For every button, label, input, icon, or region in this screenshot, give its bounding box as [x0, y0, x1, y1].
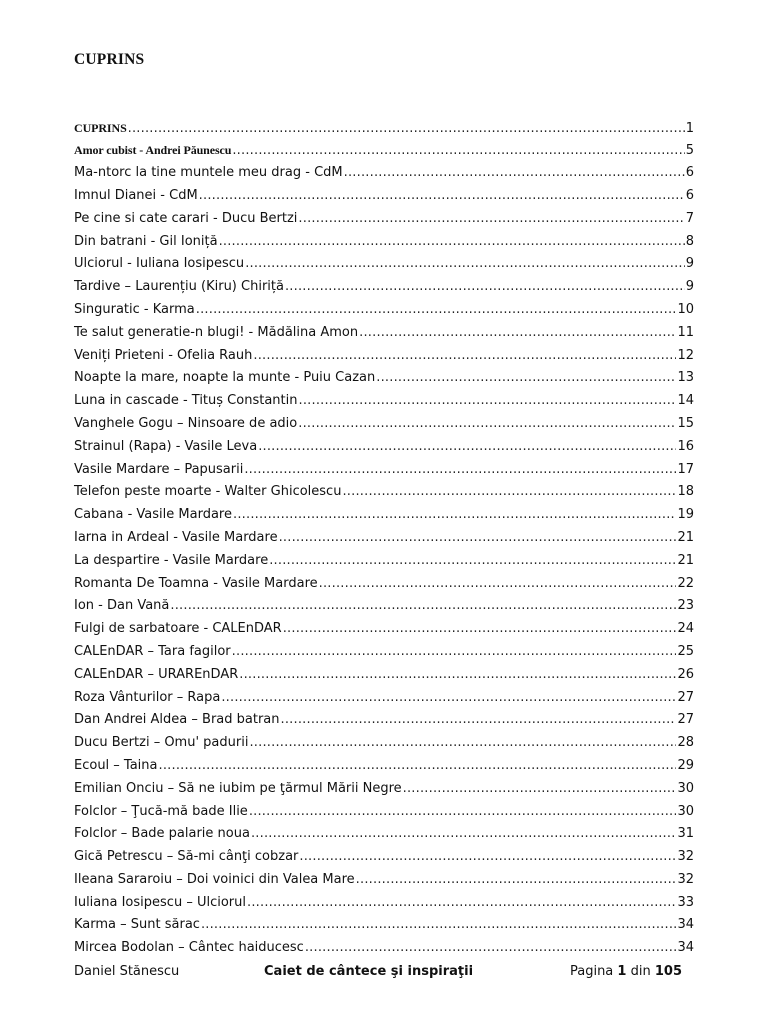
dot-leader — [220, 687, 676, 710]
toc-entry-page: 30 — [677, 780, 694, 796]
toc-entry-title: Noapte la mare, noapte la munte - Puiu Cazan — [74, 370, 376, 386]
toc-entry-title: Mircea Bodolan – Cântec haiducesc — [74, 940, 304, 956]
toc-entry-page: 33 — [677, 894, 694, 910]
dot-leader — [358, 322, 676, 345]
toc-entry-page: 12 — [677, 347, 694, 363]
page-footer — [74, 962, 682, 982]
toc-entry — [74, 892, 694, 915]
dot-leader — [231, 140, 684, 163]
dot-leader — [304, 937, 677, 960]
dot-leader — [402, 778, 677, 801]
of-label: din — [630, 964, 651, 979]
dot-leader — [158, 755, 677, 778]
toc-entry-title: La despartire - Vasile Mardare — [74, 552, 269, 568]
toc-entry-page: 16 — [677, 438, 694, 454]
dot-leader — [282, 618, 677, 641]
toc-entry-page: 5 — [685, 143, 694, 159]
toc-entry-title: Luna in cascade - Tituș Constantin — [74, 393, 298, 409]
current-page: 1 — [617, 964, 627, 979]
dot-leader — [218, 231, 685, 254]
dot-leader — [280, 709, 677, 732]
toc-entry-page: 13 — [677, 370, 694, 386]
dot-leader — [200, 914, 677, 937]
toc-entry-page: 11 — [677, 324, 694, 340]
dot-leader — [318, 573, 677, 596]
footer-author: Daniel Stănescu — [74, 964, 180, 979]
toc-entry-page: 21 — [677, 529, 694, 545]
toc-entry-page: 10 — [677, 301, 694, 317]
toc-entry-page: 24 — [677, 621, 694, 637]
toc-entry-page: 34 — [677, 917, 694, 933]
toc-entry-page: 15 — [677, 415, 694, 431]
table-of-contents — [74, 117, 694, 960]
toc-entry-title: Ileana Sararoiu – Doi voinici din Valea Mare — [74, 871, 355, 887]
dot-leader — [244, 253, 685, 276]
toc-entry-page: 14 — [677, 393, 694, 409]
toc-entry-title: Karma – Sunt sărac — [74, 917, 200, 933]
dot-leader — [252, 345, 676, 368]
toc-entry-page: 27 — [677, 712, 694, 728]
dot-leader — [246, 892, 676, 915]
toc-entry-title: Gică Petrescu – Să-mi cânţi cobzar — [74, 849, 299, 865]
toc-entry — [74, 276, 694, 299]
page-title: CUPRINS — [74, 51, 145, 68]
toc-entry-page: 19 — [677, 507, 694, 523]
toc-entry-page: 27 — [677, 689, 694, 705]
toc-entry-title: Amor cubist - Andrei Păunescu — [74, 143, 232, 158]
toc-entry-page: 32 — [677, 871, 694, 887]
total-pages: 105 — [654, 964, 682, 979]
page-label: Pagina — [569, 964, 614, 979]
toc-entry — [74, 390, 694, 413]
toc-entry-page: 6 — [685, 165, 694, 181]
toc-entry — [74, 823, 694, 846]
toc-entry — [74, 869, 694, 892]
toc-entry — [74, 846, 694, 869]
toc-entry — [74, 641, 694, 664]
dot-leader — [297, 208, 684, 231]
toc-entry — [74, 527, 694, 550]
toc-entry — [74, 345, 694, 368]
toc-entry — [74, 618, 694, 641]
toc-entry — [74, 687, 694, 710]
toc-entry-title: Tardive – Laurențiu (Kiru) Chiriță — [74, 279, 284, 295]
toc-entry-page: 7 — [685, 210, 694, 226]
toc-entry-page: 29 — [677, 757, 694, 773]
toc-entry-title: Ducu Bertzi – Omu' padurii — [74, 735, 249, 751]
toc-entry-title: CALEnDAR – URAREnDAR — [74, 666, 239, 682]
toc-entry — [74, 573, 694, 596]
toc-entry — [74, 231, 694, 254]
toc-entry-title: Imnul Dianei - CdM — [74, 187, 198, 203]
dot-leader — [248, 732, 676, 755]
toc-entry-title: Folclor – Ţucă-mă bade Ilie — [74, 803, 248, 819]
toc-entry-title: Ion - Dan Vană — [74, 598, 170, 614]
dot-leader — [169, 595, 676, 618]
dot-leader — [278, 527, 677, 550]
dot-leader — [231, 641, 677, 664]
toc-entry-title: Ma-ntorc la tine muntele meu drag - CdM — [74, 165, 343, 181]
dot-leader — [268, 550, 676, 573]
toc-entry-page: 9 — [685, 279, 694, 295]
toc-entry-page: 6 — [685, 187, 694, 203]
toc-entry-title: Fulgi de sarbatoare - CALEnDAR — [74, 621, 282, 637]
dot-leader — [355, 869, 677, 892]
toc-entry-page: 23 — [677, 598, 694, 614]
dot-leader — [297, 413, 676, 436]
toc-entry — [74, 459, 694, 482]
toc-entry-page: 18 — [677, 484, 694, 500]
toc-entry-title: CALEnDAR – Tara fagilor — [74, 643, 231, 659]
toc-entry-title: Ecoul – Taina — [74, 757, 158, 773]
toc-entry-title: CUPRINS — [74, 120, 127, 135]
toc-entry-page: 32 — [677, 849, 694, 865]
dot-leader — [250, 823, 677, 846]
toc-entry-page: 9 — [685, 256, 694, 272]
toc-entry-page: 34 — [677, 940, 694, 956]
toc-entry-title: Te salut generatie-n blugi! - Mădălina Amon — [74, 324, 359, 340]
toc-entry — [74, 481, 694, 504]
toc-entry-page: 8 — [685, 233, 694, 249]
toc-entry-title: Ulciorul - Iuliana Iosipescu — [74, 256, 245, 272]
toc-entry — [74, 299, 694, 322]
toc-entry-page: 30 — [677, 803, 694, 819]
dot-leader — [238, 664, 676, 687]
toc-entry-page: 21 — [677, 552, 694, 568]
footer-book-title: Caiet de cântece şi inspiraţii — [264, 964, 474, 979]
toc-entry — [74, 139, 694, 162]
toc-entry-title: Pe cine si cate carari - Ducu Bertzi — [74, 210, 298, 226]
dot-leader — [198, 185, 685, 208]
toc-entry-title: Vanghele Gogu – Ninsoare de adio — [74, 415, 298, 431]
toc-entry — [74, 322, 694, 345]
toc-entry-title: Veniți Prieteni - Ofelia Rauh — [74, 347, 253, 363]
toc-entry-page: 25 — [677, 643, 694, 659]
toc-entry — [74, 162, 694, 185]
toc-entry — [74, 117, 694, 140]
toc-entry-title: Strainul (Rapa) - Vasile Leva — [74, 438, 258, 454]
dot-leader — [195, 299, 677, 322]
toc-entry — [74, 732, 694, 755]
dot-leader — [298, 846, 676, 869]
toc-entry — [74, 550, 694, 573]
toc-entry — [74, 436, 694, 459]
toc-entry — [74, 253, 694, 276]
toc-entry-page: 17 — [677, 461, 694, 477]
toc-entry-title: Iarna in Ardeal - Vasile Mardare — [74, 529, 278, 545]
toc-entry — [74, 504, 694, 527]
dot-leader — [375, 367, 676, 390]
dot-leader — [248, 801, 677, 824]
toc-entry — [74, 755, 694, 778]
dot-leader — [341, 481, 676, 504]
toc-entry — [74, 778, 694, 801]
toc-entry — [74, 185, 694, 208]
toc-entry-title: Roza Vânturilor – Rapa — [74, 689, 221, 705]
toc-entry — [74, 801, 694, 824]
footer-page-number — [570, 962, 682, 982]
toc-entry-title: Dan Andrei Aldea – Brad batran — [74, 712, 280, 728]
toc-entry — [74, 664, 694, 687]
toc-entry-title: Folclor – Bade palarie noua — [74, 826, 250, 842]
toc-entry — [74, 595, 694, 618]
toc-entry-title: Singuratic - Karma — [74, 301, 195, 317]
toc-entry-title: Cabana - Vasile Mardare — [74, 507, 232, 523]
dot-leader — [257, 436, 676, 459]
toc-entry-page: 22 — [677, 575, 694, 591]
dot-leader — [127, 118, 685, 141]
dot-leader — [343, 162, 685, 185]
toc-entry-title: Telefon peste moarte - Walter Ghicolescu — [74, 484, 342, 500]
toc-entry-page: 28 — [677, 735, 694, 751]
toc-entry-title: Emilian Onciu – Să ne iubim pe ţărmul Mării Negre — [74, 780, 402, 796]
toc-entry-title: Romanta De Toamna - Vasile Mardare — [74, 575, 318, 591]
dot-leader — [297, 390, 676, 413]
toc-entry — [74, 709, 694, 732]
toc-entry — [74, 208, 694, 231]
toc-entry-title: Iuliana Iosipescu – Ulciorul — [74, 894, 246, 910]
toc-entry-page: 1 — [685, 120, 694, 136]
toc-entry — [74, 367, 694, 390]
toc-entry-title: Din batrani - Gil Ioniță — [74, 233, 218, 249]
toc-entry-title: Vasile Mardare – Papusarii — [74, 461, 244, 477]
toc-entry — [74, 937, 694, 960]
dot-leader — [284, 276, 685, 299]
toc-entry — [74, 914, 694, 937]
dot-leader — [243, 459, 676, 482]
toc-entry — [74, 413, 694, 436]
toc-entry-page: 31 — [677, 826, 694, 842]
toc-entry-page: 26 — [677, 666, 694, 682]
dot-leader — [232, 504, 676, 527]
